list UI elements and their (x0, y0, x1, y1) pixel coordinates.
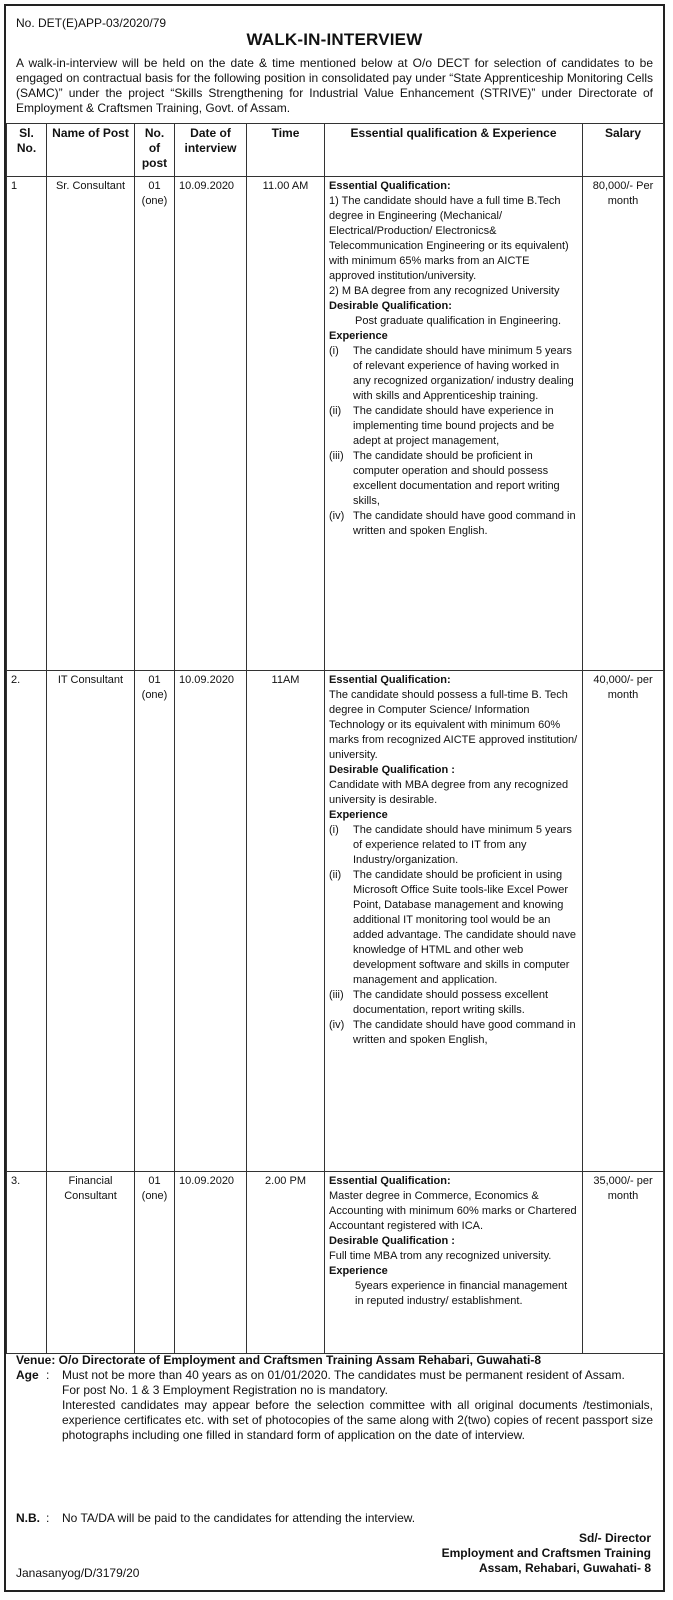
signature-line: Assam, Rehabari, Guwahati- 8 (478, 1561, 651, 1575)
header-time: Time (247, 124, 325, 177)
desirable-heading: Desirable Qualification : (329, 764, 455, 776)
reference-number: No. DET(E)APP-03/2020/79 (16, 16, 167, 30)
row-sl: 2. (7, 671, 47, 1172)
documents-text: Interested candidates may appear before the selection committee with all original documents /testimonials, experience certificates etc. with set of photocopies of the same along with 2(two) copies of recent passport size photographs including one filled in standard form of application on the date of interview. (62, 1398, 653, 1442)
row-salary: 35,000/- per month (583, 1172, 664, 1354)
row-no-of-post (135, 177, 175, 671)
vacancy-table (6, 123, 664, 1354)
row-post: Sr. Consultant (47, 177, 135, 671)
post-count-words: (one) (141, 689, 168, 701)
signature-block (442, 1531, 651, 1576)
venue-line: Venue: O/o Directorate of Employment and Craftsmen Training Assam Rehabari, Guwahati-8 (16, 1353, 542, 1367)
row-time: 11.00 AM (247, 177, 325, 671)
age-text: Must not be more than 40 years as on 01/01/2020. The candidates must be permanent resident of Assam. (62, 1368, 625, 1382)
row-salary: 80,000/- Per month (583, 177, 664, 671)
row-date: 10.09.2020 (175, 1172, 247, 1354)
post-count: 01 (148, 1175, 161, 1187)
nb-colon: : (46, 1511, 50, 1525)
row-qualification (325, 177, 583, 671)
row-qualification (325, 671, 583, 1172)
row-qualification (325, 1172, 583, 1354)
row-date: 10.09.2020 (175, 177, 247, 671)
table-header-row (7, 124, 664, 177)
experience-item: (iii) The candidate should possess excellent documentation, report writing skills. (329, 989, 549, 1016)
essential-heading: Essential Qualification: (329, 674, 451, 686)
nb-label: N.B. (16, 1511, 40, 1525)
desirable-text: Candidate with MBA degree from any recognized university is desirable. (329, 779, 569, 806)
row-salary: 40,000/- per month (583, 671, 664, 1172)
header-qualification: Essential qualification & Experience (325, 124, 583, 177)
row-date: 10.09.2020 (175, 671, 247, 1172)
header-no-of-post: No. of post (135, 124, 175, 177)
essential-heading: Essential Qualification: (329, 180, 451, 192)
essential-text: 2) M BA degree from any recognized University (329, 285, 560, 297)
experience-item: (iv) The candidate should have good command in written and spoken English, (329, 1019, 576, 1046)
row-sl: 1 (7, 177, 47, 671)
desirable-heading: Desirable Qualification: (329, 300, 452, 312)
header-date: Date of interview (175, 124, 247, 177)
table-row (7, 1172, 664, 1354)
row-time: 11AM (247, 671, 325, 1172)
row-no-of-post (135, 671, 175, 1172)
nb-section (16, 1511, 653, 1526)
post-count-words: (one) (141, 195, 168, 207)
experience-heading: Experience (329, 1265, 388, 1277)
age-colon: : (46, 1368, 50, 1382)
experience-item: (i) The candidate should have minimum 5 years of relevant experience of having worked in any recognized organization/ industry dealing with skills and Apprenticeship training. (329, 345, 574, 402)
experience-item: (ii) The candidate should be proficient in using Microsoft Office Suite tools-like Excel Power Point, Database management and knowing additional IT monitoring tool would be an added advantage. The candidate should nave knowledge of HTML and other web development software and skills in computer management and application. (329, 869, 577, 986)
experience-item: (i) The candidate should have minimum 5 years of experience related to IT from any Industry/organization. (329, 824, 572, 866)
experience-heading: Experience (329, 330, 388, 342)
row-no-of-post (135, 1172, 175, 1354)
essential-text: 1) The candidate should have a full time B.Tech degree in Engineering (Mechanical/ Electrical/Production/ Electronics& Telecommunication Engineering or its equivalent) with minimum 65% marks from an AICTE approved institution/university. (329, 195, 569, 282)
experience-item: (iv) The candidate should have good command in written and spoken English. (329, 510, 576, 537)
publicity-code: Janasanyog/D/3179/20 (16, 1566, 140, 1580)
age-body (62, 1368, 653, 1443)
experience-item: (iii) The candidate should be proficient in computer operation and should possess excellent documentation and report writing skills, (329, 450, 560, 507)
signature-line: Sd/- Director (578, 1531, 651, 1545)
nb-text: No TA/DA will be paid to the candidates for attending the interview. (62, 1511, 416, 1525)
desirable-text: Full time MBA trom any recognized university. (329, 1250, 552, 1262)
essential-heading: Essential Qualification: (329, 1175, 451, 1187)
table-row (7, 177, 664, 671)
age-section (16, 1368, 653, 1443)
row-post: IT Consultant (47, 671, 135, 1172)
header-post-name: Name of Post (47, 124, 135, 177)
signature-line: Employment and Craftsmen Training (441, 1546, 651, 1560)
table-row (7, 671, 664, 1172)
essential-text: Master degree in Commerce, Economics & Accounting with minimum 60% marks or Chartered Accountant registered with ICA. (329, 1190, 577, 1232)
post-count: 01 (148, 180, 161, 192)
registration-text: For post No. 1 & 3 Employment Registration no is mandatory. (62, 1383, 388, 1397)
essential-text: The candidate should possess a full-time B. Tech degree in Computer Science/ Information Technology or its equivalent with minimum 60% marks from recognized AICTE approved institution/ university. (329, 689, 578, 761)
experience-text: 5years experience in financial management in reputed industry/ establishment. (355, 1280, 568, 1307)
desirable-heading: Desirable Qualification : (329, 1235, 455, 1247)
age-label: Age (16, 1368, 39, 1382)
notice-page (4, 4, 665, 1592)
notice-title: WALK-IN-INTERVIEW (246, 30, 423, 49)
experience-item: (ii) The candidate should have experience in implementing time bound projects and be adept at project management, (329, 405, 555, 447)
experience-heading: Experience (329, 809, 388, 821)
header-salary: Salary (583, 124, 664, 177)
intro-paragraph: A walk-in-interview will be held on the date & time mentioned below at O/o DECT for selection of candidates to be engaged on contractual basis for the following position in consolidated pay under “State Apprenticeship Monitoring Cells (SAMC)” under the project “Skills Strengthening for Industrial Value Enhancement (STRIVE)” under Directorate of Employment & Craftsmen Training, Govt. of Assam. (16, 56, 653, 115)
row-time: 2.00 PM (247, 1172, 325, 1354)
row-sl: 3. (7, 1172, 47, 1354)
post-count: 01 (148, 674, 161, 686)
post-count-words: (one) (141, 1190, 168, 1202)
desirable-text: Post graduate qualification in Engineering. (355, 315, 562, 327)
row-post: Financial Consultant (47, 1172, 135, 1354)
header-sl-no: Sl. No. (7, 124, 47, 177)
